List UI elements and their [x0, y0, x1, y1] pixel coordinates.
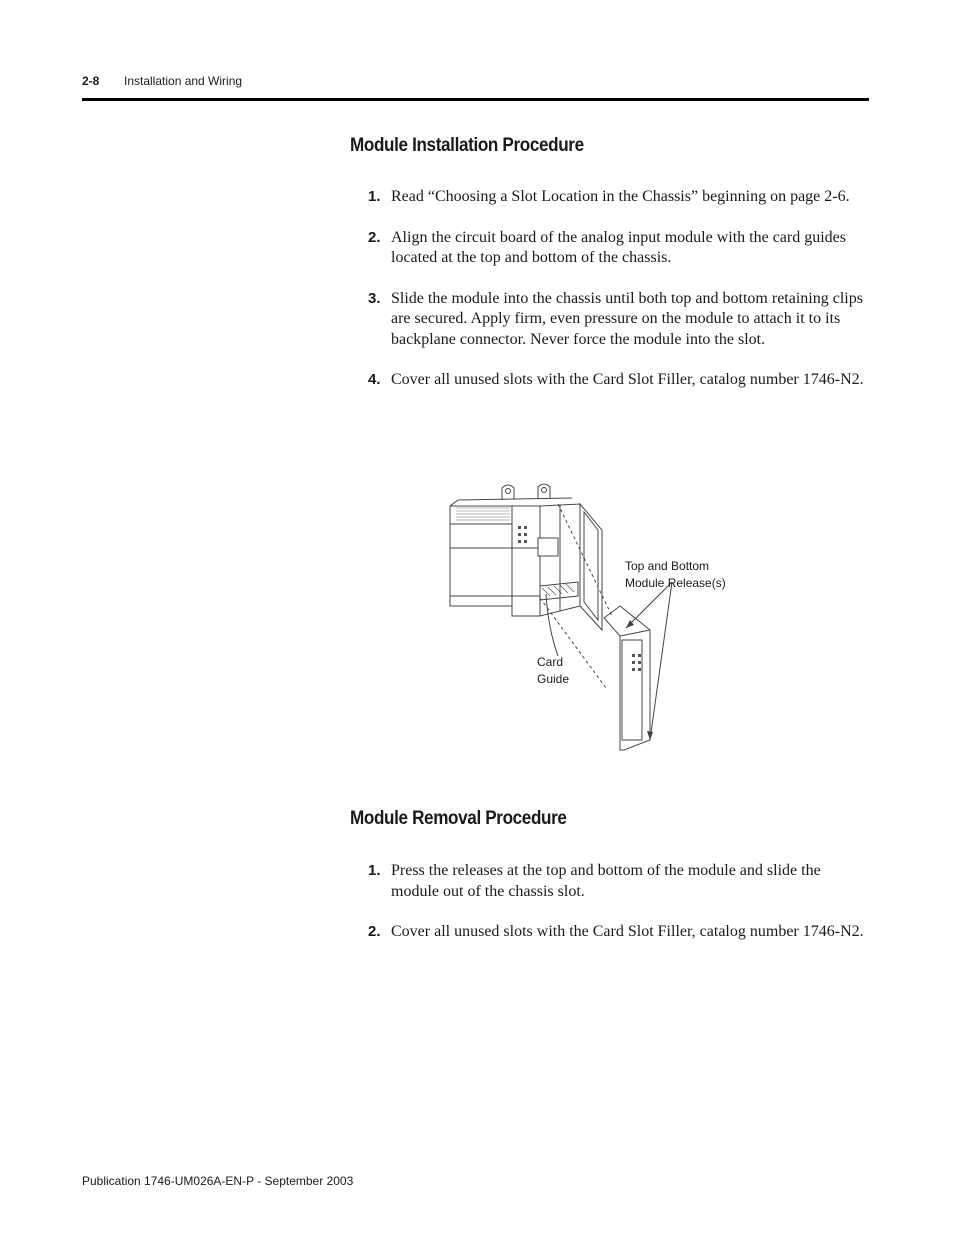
step-text: Read “Choosing a Slot Location in the Chassis” beginning on page 2-6.: [391, 188, 850, 205]
callout-card-guide: Card Guide: [537, 655, 570, 686]
installation-steps: [368, 187, 868, 391]
removal-steps: [368, 861, 868, 943]
module-installation-figure: [440, 478, 740, 758]
page-number: 2-8: [82, 74, 100, 88]
chassis-illustration: [440, 478, 740, 758]
list-item: 2. Cover all unused slots with the Card Slot Filler, catalog number 1746-N2.: [368, 922, 868, 943]
installation-heading: Module Installation Procedure: [350, 135, 584, 156]
list-item: 1. Read “Choosing a Slot Location in the Chassis” beginning on page 2-6.: [368, 187, 868, 208]
step-text: Slide the module into the chassis until both top and bottom retaining clips are secured. Apply firm, even pressure on the module to attach it to its backplane connector. Never force the module into the slot.: [391, 289, 863, 348]
step-text: Align the circuit board of the analog input module with the card guides located at the top and bottom of the chassis.: [391, 228, 846, 266]
publication-footer: Publication 1746-UM026A-EN-P - September 2003: [82, 1174, 354, 1188]
callout-module-release: Top and Bottom Module Release(s): [625, 559, 726, 590]
step-text: Cover all unused slots with the Card Slot Filler, catalog number 1746-N2.: [391, 371, 864, 388]
list-item: 2. Align the circuit board of the analog input module with the card guides located at the top and bottom of the chassis.: [368, 228, 868, 269]
list-item: 1. Press the releases at the top and bottom of the module and slide the module out of the chassis slot.: [368, 861, 868, 902]
list-item: 3. Slide the module into the chassis until both top and bottom retaining clips are secured. Apply firm, even pressure on the module to attach it to its backplane connector. Never force the module into the slot.: [368, 289, 868, 351]
removal-heading: Module Removal Procedure: [350, 808, 567, 829]
page-header: [82, 72, 869, 101]
list-item: 4. Cover all unused slots with the Card Slot Filler, catalog number 1746-N2.: [368, 370, 868, 391]
chapter-title: Installation and Wiring: [124, 74, 243, 88]
step-text: Cover all unused slots with the Card Slot Filler, catalog number 1746-N2.: [391, 923, 864, 940]
step-text: Press the releases at the top and bottom of the module and slide the module out of the chassis slot.: [391, 862, 821, 900]
